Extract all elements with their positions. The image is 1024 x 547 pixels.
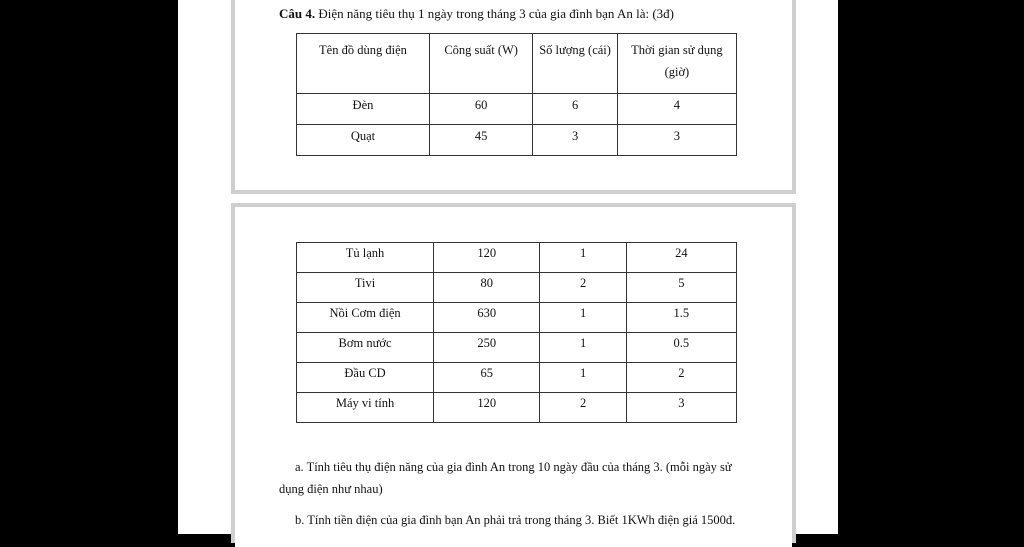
cell-name: Quạt xyxy=(297,125,430,156)
cell-power: 630 xyxy=(434,303,540,333)
cell-name: Bơm nước xyxy=(297,333,434,363)
cell-power: 65 xyxy=(434,363,540,393)
cell-hours: 3 xyxy=(626,393,736,423)
cell-hours: 0.5 xyxy=(626,333,736,363)
table-row xyxy=(297,125,737,156)
cell-quantity: 1 xyxy=(540,303,626,333)
table-row xyxy=(297,363,737,393)
question-text: Điện năng tiêu thụ 1 ngày trong tháng 3 của gia đình bạn An là: (3đ) xyxy=(315,6,674,21)
cell-hours: 5 xyxy=(626,273,736,303)
part-b: b. Tính tiền điện của gia đình bạn An phải trả trong tháng 3. Biết 1KWh điện giá 1500đ. xyxy=(295,513,736,527)
appliance-table-part2 xyxy=(296,242,737,423)
table-row xyxy=(297,94,737,125)
cell-name: Máy vi tính xyxy=(297,393,434,423)
cell-name: Tủ lạnh xyxy=(297,243,434,273)
appliance-table-part1 xyxy=(296,33,737,156)
cell-hours: 1.5 xyxy=(626,303,736,333)
cell-quantity: 3 xyxy=(533,125,617,156)
cell-quantity: 2 xyxy=(540,393,626,423)
cell-power: 120 xyxy=(434,393,540,423)
cell-hours: 24 xyxy=(626,243,736,273)
cell-name: Đầu CD xyxy=(297,363,434,393)
cell-hours: 2 xyxy=(626,363,736,393)
header-appliance-name: Tên đồ dùng điện xyxy=(297,34,430,94)
cell-power: 60 xyxy=(429,94,532,125)
cell-power: 80 xyxy=(434,273,540,303)
table-row xyxy=(297,243,737,273)
question-title xyxy=(279,6,674,22)
cell-quantity: 1 xyxy=(540,363,626,393)
table-row xyxy=(297,273,737,303)
cell-hours: 3 xyxy=(617,125,736,156)
part-a-line1: a. Tính tiêu thụ điện năng của gia đình An trong 10 ngày đầu của tháng 3. (mỗi ngày sử xyxy=(295,460,732,474)
header-quantity: Số lượng (cái) xyxy=(533,34,617,94)
table-header-row xyxy=(297,34,737,94)
header-usage-time: Thời gian sử dụng (giờ) xyxy=(617,34,736,94)
cell-quantity: 1 xyxy=(540,333,626,363)
table-row xyxy=(297,393,737,423)
cell-hours: 4 xyxy=(617,94,736,125)
question-label: Câu 4. xyxy=(279,6,316,21)
cell-power: 250 xyxy=(434,333,540,363)
cell-power: 45 xyxy=(429,125,532,156)
table-row xyxy=(297,303,737,333)
table-row xyxy=(297,333,737,363)
cell-quantity: 6 xyxy=(533,94,617,125)
cell-name: Tivi xyxy=(297,273,434,303)
header-power: Công suất (W) xyxy=(429,34,532,94)
cell-name: Đèn xyxy=(297,94,430,125)
cell-quantity: 1 xyxy=(540,243,626,273)
cell-quantity: 2 xyxy=(540,273,626,303)
cell-power: 120 xyxy=(434,243,540,273)
part-a-line2: dụng điện như nhau) xyxy=(279,482,383,496)
cell-name: Nồi Cơm điện xyxy=(297,303,434,333)
